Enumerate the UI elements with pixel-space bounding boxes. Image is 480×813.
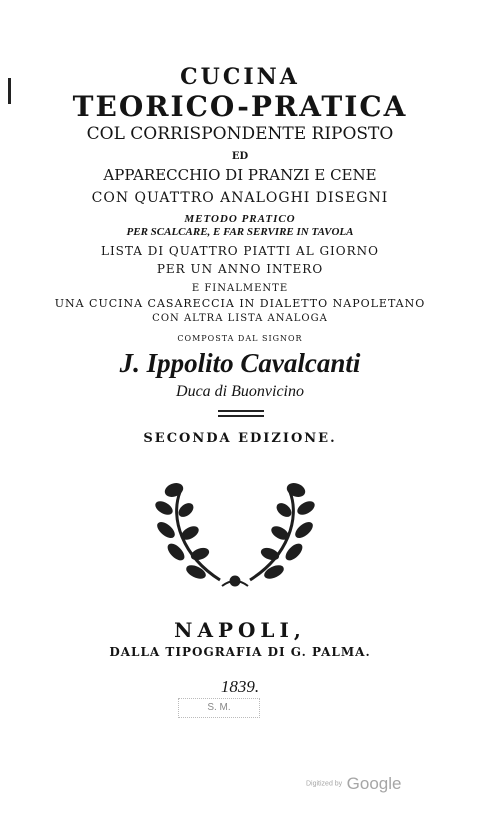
list-line-2: PER UN ANNO INTERO: [156, 262, 324, 276]
imprint-city: NAPOLI,: [174, 618, 306, 642]
subtitle-line-2: APPARECCHIO DI PRANZI E CENE: [103, 166, 377, 184]
digitized-prefix: Digitized by: [306, 780, 343, 788]
composed-by-line: COMPOSTA DAL SIGNOR: [177, 334, 303, 343]
edition-line: SECONDA EDIZIONE.: [143, 431, 337, 446]
method-line-1: METODO PRATICO: [184, 213, 296, 225]
google-brand: Google: [346, 774, 402, 793]
dialect-line: UNA CUCINA CASARECCIA IN DIALETTO NAPOLETANO: [54, 297, 426, 310]
imprint-printer: DALLA TIPOGRAFIA DI G. PALMA.: [109, 645, 371, 659]
digitized-by-google-watermark: [306, 774, 401, 794]
list-line-1: LISTA DI QUATTRO PIATTI AL GIORNO: [100, 244, 380, 258]
imprint-year: 1839.: [220, 677, 260, 696]
subtitle-ed: ED: [231, 151, 249, 162]
title-line-1: CUCINA: [180, 64, 300, 90]
subtitle-line-3: CON QUATTRO ANALOGHI DISEGNI: [91, 190, 389, 206]
subtitle-line-1: COL CORRISPONDENTE RIPOSTO: [86, 124, 394, 144]
title-line-2: TEORICO-PRATICA: [72, 90, 408, 123]
ornamental-rule-top: [218, 410, 264, 412]
finally-line: E FINALMENTE: [191, 283, 289, 294]
author-title: Duca di Buonvicino: [176, 383, 304, 400]
laurel-wreath-ornament: [140, 478, 330, 593]
method-line-2: PER SCALCARE, E FAR SERVIRE IN TAVOLA: [126, 226, 354, 238]
ornamental-rule-bottom: [218, 415, 264, 417]
library-stamp: S. M.: [178, 698, 260, 718]
author-name: J. Ippolito Cavalcanti: [119, 348, 361, 378]
analog-line: CON ALTRA LISTA ANALOGA: [152, 313, 328, 324]
